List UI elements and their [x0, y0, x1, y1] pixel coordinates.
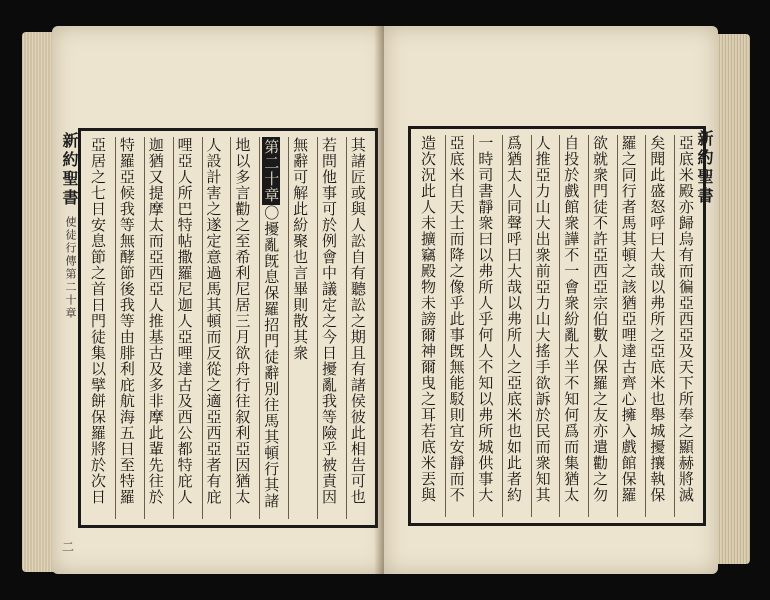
- right-column-2: 矣聞此盛怒呼曰大哉以弗所之亞底米也舉城擾攘執保: [645, 135, 668, 517]
- right-column-3: 羅之同行者馬其頓之該猶亞哩達古齊心擁入戲館保羅: [617, 135, 640, 517]
- right-page: [384, 26, 718, 574]
- left-text-frame: [78, 128, 378, 528]
- left-text-columns: [87, 137, 369, 519]
- chapter-marker: 第二十章: [262, 139, 281, 203]
- right-column-4: 欲就衆門徒不許亞西亞宗伯數人保羅之友亦遣勸之勿: [588, 135, 611, 517]
- left-page: [52, 26, 388, 574]
- right-side-title: 新約聖書: [695, 130, 714, 206]
- open-book: [22, 22, 750, 578]
- left-side-subtitle: 使徒行傳第二十章: [64, 216, 77, 320]
- left-column-1: 其諸匠或與人訟自有聽訟之期且有諸侯彼此相告可也: [346, 137, 369, 519]
- right-column-1: 亞底米殿亦歸烏有而徧亞西亞及天下所奉之顯赫將滅: [674, 135, 697, 517]
- left-column-9: 特羅亞候我等無酵節後我等由腓利庇航海五日至特羅: [115, 137, 138, 519]
- left-side-title: 新約聖書: [60, 132, 79, 208]
- right-column-9: 亞底米自天士而降之像乎此事旣無能駁則宜安靜而不: [445, 135, 468, 517]
- left-column-6: 人設計害之遂定意過馬其頓而反從之適亞西亞者有庇: [202, 137, 225, 519]
- left-column-5: 地以多言勸之至希利尼居三月欲舟行往叙利亞因猶太: [230, 137, 253, 519]
- left-column-4: 第二十章〇擾亂旣息保羅招門徒辭別往馬其頓行其諸: [259, 137, 282, 519]
- right-column-7: 爲猶太人同聲呼曰大哉以弗所人之亞底米也如此者約: [502, 135, 525, 517]
- right-text-frame: [408, 126, 706, 526]
- left-column-8: 迦猶又提摩太而亞西亞人推基古及多非摩此輩先往於: [144, 137, 167, 519]
- left-column-2: 若問他事可於例會中議定之今日擾亂我等險乎被責因: [317, 137, 340, 519]
- right-column-8: 一時司書靜衆曰以弗所人乎何人不知以弗所城供事大: [473, 135, 496, 517]
- left-column-3: 無辭可解此紛聚也言畢則散其衆: [288, 137, 311, 519]
- left-column-10: 亞居之七日安息節之首日門徒集以擘餅保羅將於次日: [89, 137, 107, 505]
- right-text-columns: [417, 135, 697, 517]
- right-column-10: 造次況此人未擴竊殿物未謗爾神爾曳之耳若底米丟與: [419, 135, 437, 503]
- right-column-6: 人推亞力山大出衆前亞力山大搖手欲訴於民而衆知其: [531, 135, 554, 517]
- right-column-5: 自投於戲館衆譁不一會衆紛亂大半不知何爲而集猶太: [559, 135, 582, 517]
- left-page-number: 二: [62, 540, 75, 554]
- left-column-7: 哩亞人所巴特帖撒羅尼迦人亞哩達古及西公都特庇人: [173, 137, 196, 519]
